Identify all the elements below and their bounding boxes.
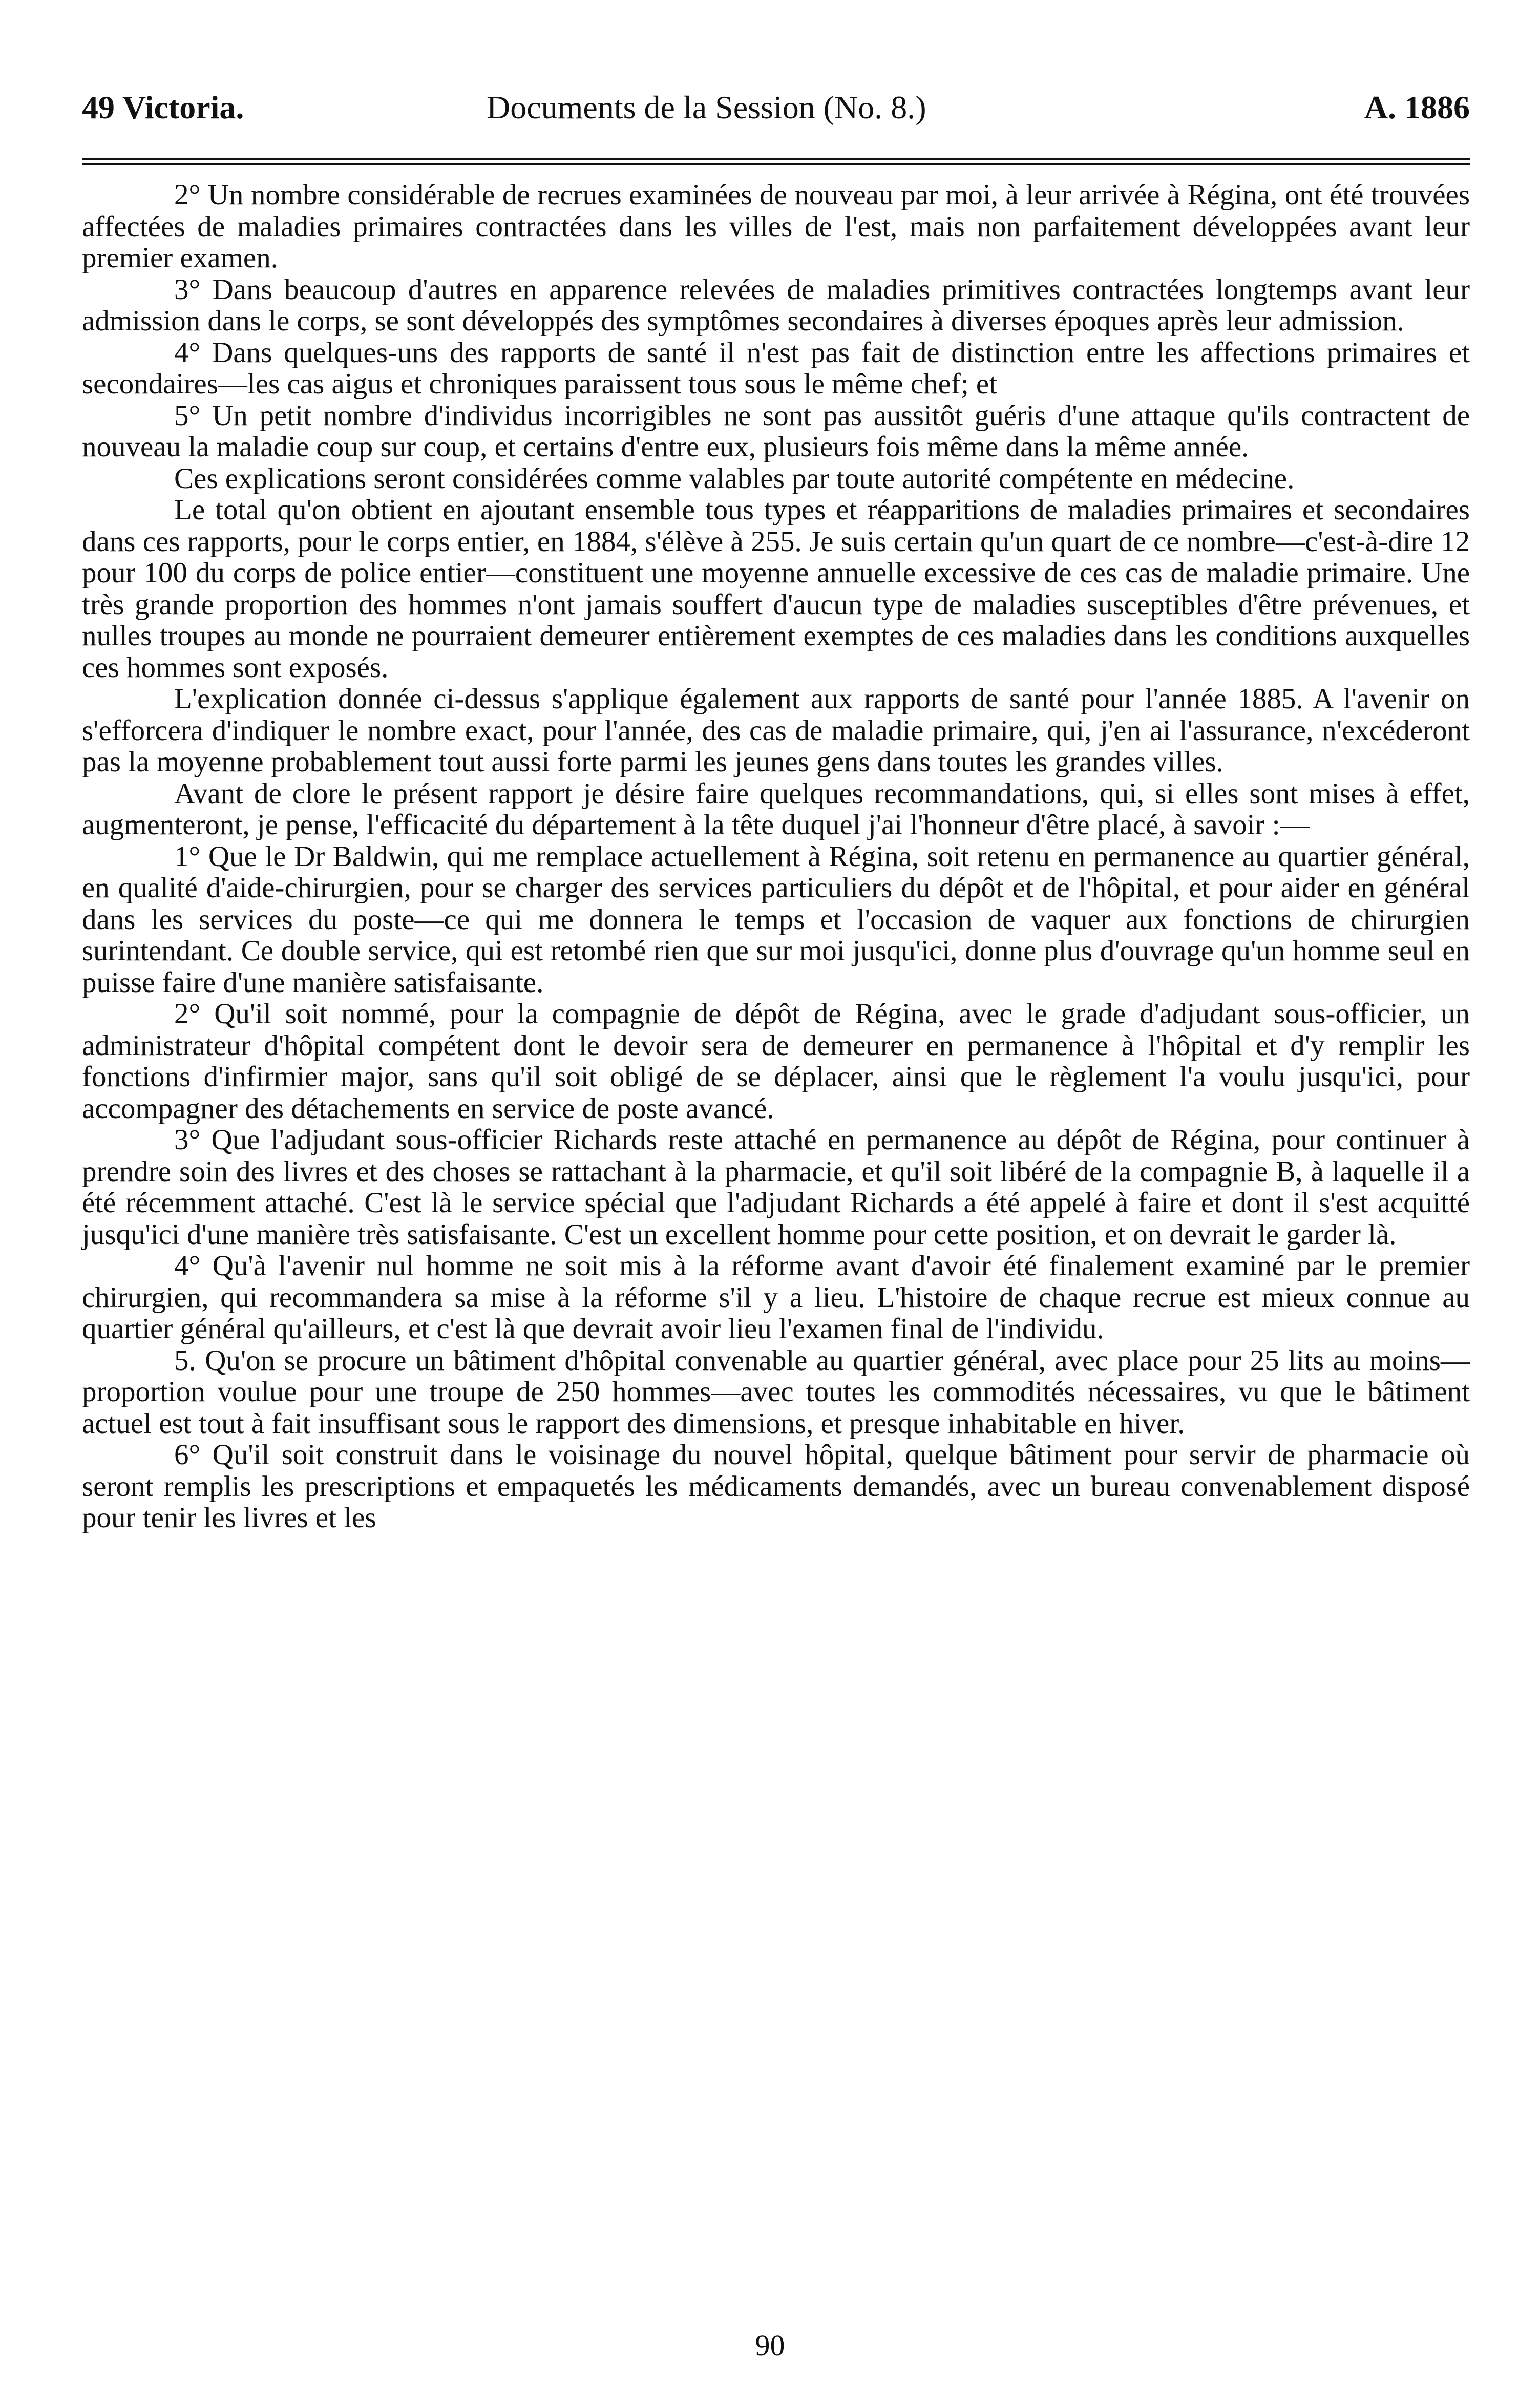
paragraph-point-3: 3° Dans beaucoup d'autres en apparence relevées de maladies primitives contractées longtemps avant leur admission dans le corps, se sont développés des symptômes secondaires à diverses époques après leur admission. [82,273,1470,337]
header-volume: 49 Victoria. [82,89,244,125]
paragraph-recommendation-4: 4° Qu'à l'avenir nul homme ne soit mis à la réforme avant d'avoir été finalement examiné par le premier chirurgien, qui recommandera sa mise à la réforme s'il y a lieu. L'histoire de chaque recrue est mieux connue au quartier général qu'ailleurs, et c'est là que devrait avoir lieu l'examen final de l'individu. [82,1250,1470,1345]
paragraph-point-2: 2° Un nombre considérable de recrues examinées de nouveau par moi, à leur arrivée à Régina, ont été trouvées affectées de maladies primaires contractées dans les villes de l'est, mais non parfaitement développées avant leur premier examen. [82,179,1470,274]
header-year: A. 1886 [1364,89,1470,125]
paragraph-recommendation-6: 6° Qu'il soit construit dans le voisinage du nouvel hôpital, quelque bâtiment pour servir de pharmacie où seront remplis les prescriptions et empaquetés les médicaments demandés, avec un bureau convenablement disposé pour tenir les livres et les [82,1439,1470,1534]
header-rule-bottom [82,163,1470,165]
paragraph-recommendation-1: 1° Que le Dr Baldwin, qui me remplace actuellement à Régina, soit retenu en permanence au quartier général, en qualité d'aide-chirurgien, pour se charger des services particuliers du dépôt et de l'hôpital, et pour aider en général dans les services du poste—ce qui me donnera le temps et l'occasion de vaquer aux fonctions de chirurgien surintendant. Ce double service, qui est retombé rien que sur moi jusqu'ici, donne plus d'ouvrage qu'un homme seul en puisse faire d'une manière satisfaisante. [82,840,1470,999]
paragraph-recommendation-2: 2° Qu'il soit nommé, pour la compagnie de dépôt de Régina, avec le grade d'adjudant sous-officier, un administrateur d'hôpital compétent dont le devoir sera de demeurer en permanence à l'hôpital et d'y remplir les fonctions d'infirmier major, sans qu'il soit obligé de se déplacer, ainsi que le règlement l'a voulu jusqu'ici, pour accompagner des détachements en service de poste avancé. [82,998,1470,1125]
page-number: 90 [755,2329,785,2362]
body-text [82,179,1470,1534]
header-rule-top [82,158,1470,160]
paragraph-total: Le total qu'on obtient en ajoutant ensemble tous types et réapparitions de maladies primaires et secondaires dans ces rapports, pour le corps entier, en 1884, s'élève à 255. Je suis certain qu'un quart de ce nombre—c'est-à-dire 12 pour 100 du corps de police entier—constituent une moyenne annuelle excessive de ces cas de maladie primaire. Une très grande proportion des hommes n'ont jamais souffert d'aucun type de maladies susceptibles d'être prévenues, et nulles troupes au monde ne pourraient demeurer entièrement exemptes de ces maladies dans les conditions auxquelles ces hommes sont exposés. [82,494,1470,684]
paragraph-recommendations-intro: Avant de clore le présent rapport je désire faire quelques recommandations, qui, si elles sont mises à effet, augmenteront, je pense, l'efficacité du département à la tête duquel j'ai l'honneur d'être placé, à savoir :— [82,777,1470,841]
running-header [82,82,1470,133]
paragraph-1885: L'explication donnée ci-dessus s'applique également aux rapports de santé pour l'année 1885. A l'avenir on s'efforcera d'indiquer le nombre exact, pour l'année, des cas de maladie primaire, qui, j'en ai l'assurance, n'excéderont pas la moyenne probablement tout aussi forte parmi les jeunes gens dans toutes les grandes villes. [82,683,1470,778]
header-title: Documents de la Session (No. 8.) [487,89,926,125]
paragraph-point-4: 4° Dans quelques-uns des rapports de santé il n'est pas fait de distinction entre les affections primaires et secondaires—les cas aigus et chroniques paraissent tous sous le même chef; et [82,336,1470,400]
paragraph-recommendation-3: 3° Que l'adjudant sous-officier Richards reste attaché en permanence au dépôt de Régina, pour continuer à prendre soin des livres et des choses se rattachant à la pharmacie, et qu'il soit libéré de la compagnie B, à laquelle il a été récemment attaché. C'est là le service spécial que l'adjudant Richards a été appelé à faire et dont il s'est acquitté jusqu'ici d'une manière très satisfaisante. C'est un excellent homme pour cette position, et on devrait le garder là. [82,1124,1470,1251]
paragraph-point-5: 5° Un petit nombre d'individus incorrigibles ne sont pas aussitôt guéris d'une attaque qu'ils contractent de nouveau la maladie coup sur coup, et certains d'entre eux, plusieurs fois même dans la même année. [82,399,1470,463]
paragraph-explications: Ces explications seront considérées comme valables par toute autorité compétente en médecine. [174,462,1295,495]
paragraph-recommendation-5: 5. Qu'on se procure un bâtiment d'hôpital convenable au quartier général, avec place pour 25 lits au moins—proportion voulue pour une troupe de 250 hommes—avec toutes les commodités nécessaires, vu que le bâtiment actuel est tout à fait insuffisant sous le rapport des dimensions, et presque inhabitable en hiver. [82,1344,1470,1440]
